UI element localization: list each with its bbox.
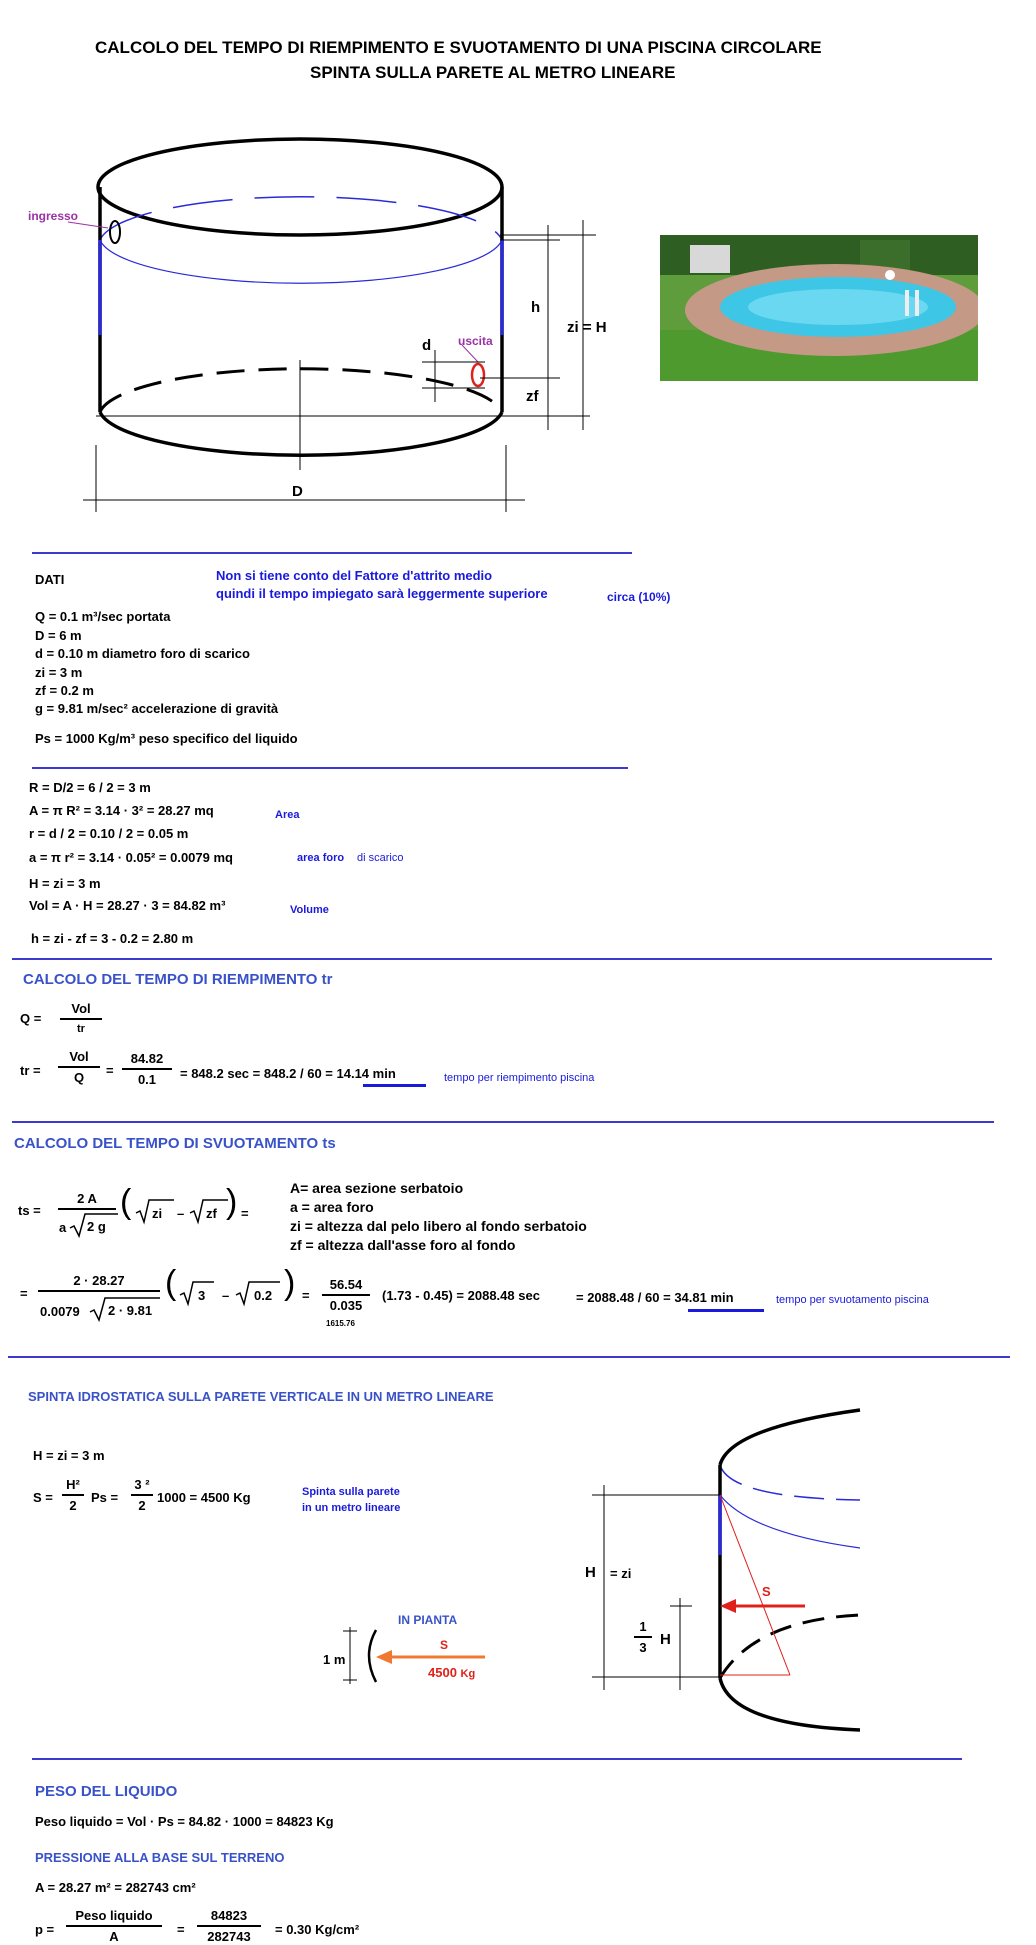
label-d: d	[422, 337, 432, 354]
label-h: h	[531, 299, 541, 316]
spinta-note-1: Spinta sulla parete	[302, 1486, 400, 1498]
plan-value-num: 4500	[428, 1665, 457, 1680]
paren-close: )	[226, 1183, 238, 1221]
denominator: 2	[69, 1498, 77, 1513]
ts-result	[576, 1290, 734, 1306]
divider	[12, 1121, 994, 1123]
dati-line: d = 0.10 m diametro foro di scarico	[35, 646, 250, 661]
calc-line: a = π r² = 3.14 · 0.05² = 0.0079 mq	[29, 850, 233, 865]
equals: =	[302, 1288, 310, 1303]
equals: =	[20, 1286, 28, 1301]
denominator: tr	[77, 1023, 85, 1035]
tr-eq: tr =	[20, 1063, 41, 1078]
numerator: 84.82	[130, 1051, 164, 1066]
spinta-h-eq: H = zi = 3 m	[33, 1448, 105, 1463]
label-D: D	[292, 483, 303, 500]
tr-result	[180, 1066, 396, 1082]
numerator: 3 ²	[134, 1477, 150, 1492]
denominator: 3	[639, 1640, 647, 1655]
numerator: 84823	[210, 1908, 248, 1923]
wall-eq-zi: = zi	[610, 1566, 632, 1581]
numerator: Vol	[71, 1001, 91, 1016]
dati-line: Ps = 1000 Kg/m³ peso specifico del liquido	[35, 731, 298, 746]
peso-heading: PESO DEL LIQUIDO	[35, 1783, 178, 1800]
underline	[688, 1309, 764, 1312]
ts-eq: ts =	[18, 1203, 41, 1218]
equals: =	[241, 1206, 249, 1221]
sqrt-02-text: 0.2	[254, 1288, 273, 1303]
spinta-tail: 1000 = 4500 Kg	[157, 1490, 251, 1505]
dati-note-3: circa (10%)	[607, 590, 671, 604]
calc-line: r = d / 2 = 0.10 / 2 = 0.05 m	[29, 826, 189, 841]
dati-note-2: quindi il tempo impiegato sarà leggermente superiore	[216, 586, 548, 601]
minus: –	[222, 1288, 230, 1303]
title-line-2: SPINTA SULLA PARETE AL METRO LINEARE	[310, 63, 676, 82]
paren-close: )	[284, 1264, 296, 1302]
calc-line: H = zi = 3 m	[29, 876, 101, 891]
svuotamento-heading: CALCOLO DEL TEMPO DI SVUOTAMENTO ts	[14, 1135, 336, 1152]
pressure-result: = 0.30 Kg/cm²	[275, 1922, 360, 1937]
numerator: 56.54	[329, 1277, 363, 1292]
denominator: 282743	[207, 1929, 251, 1944]
tr-result-value: 14.14 min	[336, 1066, 396, 1081]
label-volume: Volume	[290, 904, 329, 916]
sub-161576: 1615.76	[326, 1319, 355, 1328]
calc-line: R = D/2 = 6 / 2 = 3 m	[29, 780, 151, 795]
sqrt-3-text: 3	[198, 1288, 206, 1303]
dati-line: g = 9.81 m/sec² accelerazione di gravità	[35, 701, 279, 716]
numerator: H²	[66, 1477, 80, 1492]
fraction-3-2	[131, 1476, 153, 1514]
numerator: Peso liquido	[75, 1908, 153, 1923]
dati-line: zf = 0.2 m	[35, 683, 94, 698]
denominator: 0.035	[329, 1298, 363, 1313]
fraction-numeric	[38, 1272, 160, 1293]
fraction-2A	[58, 1190, 116, 1211]
tr-note: tempo per riempimento piscina	[444, 1072, 595, 1084]
ts-tail: (1.73 - 0.45) = 2088.48 sec	[382, 1288, 540, 1303]
sqrt-2981-text: 2 · 9.81	[108, 1303, 153, 1318]
label-zi-h: zi = H	[567, 319, 607, 336]
calc-line: Vol = A · H = 28.27 · 3 = 84.82 m³	[29, 898, 226, 913]
sqrt-2g-text: 2 g	[87, 1219, 106, 1234]
denominator: Q	[73, 1070, 85, 1085]
ts-result-value: 34.81 min	[674, 1290, 734, 1305]
equals: =	[177, 1922, 185, 1937]
label-area-foro: area foro	[297, 852, 345, 864]
wall-third-H: H	[660, 1631, 671, 1648]
fraction-peso-A	[66, 1907, 162, 1945]
tr-result-text: = 848.2 sec = 848.2 / 60 =	[180, 1066, 337, 1081]
p-eq: p =	[35, 1922, 55, 1937]
pressione-heading: PRESSIONE ALLA BASE SUL TERRENO	[35, 1850, 285, 1865]
den-a: a	[59, 1220, 67, 1235]
dati-line: Q = 0.1 m³/sec portata	[35, 609, 171, 624]
peso-line: Peso liquido = Vol · Ps = 84.82 · 1000 = 84823 Kg	[35, 1814, 334, 1829]
sqrt-zf-text: zf	[206, 1206, 217, 1221]
fraction-h2	[62, 1476, 84, 1514]
label-ingresso: ingresso	[28, 209, 79, 223]
legend-line: A= area sezione serbatoio	[290, 1180, 464, 1196]
numerator: 1	[639, 1619, 647, 1634]
dati-line: zi = 3 m	[35, 665, 83, 680]
underline	[363, 1084, 426, 1087]
spinta-note-2: in un metro lineare	[302, 1502, 401, 1514]
ts-result-text: = 2088.48 / 60 =	[576, 1290, 675, 1305]
plan-value-unit: Kg	[460, 1668, 476, 1680]
calc-line: A = π R² = 3.14 · 3² = 28.27 mq	[29, 803, 214, 818]
fraction-5654	[322, 1276, 370, 1314]
numerator: Vol	[69, 1049, 89, 1064]
fraction-one-third	[634, 1618, 652, 1656]
divider	[8, 1356, 1010, 1358]
denominator: A	[109, 1929, 119, 1944]
denominator: 0.1	[137, 1072, 157, 1087]
pool-photo	[660, 235, 978, 381]
divider	[32, 1758, 962, 1760]
fraction-vol-q	[58, 1048, 100, 1086]
sqrt-zi-text: zi	[152, 1206, 163, 1221]
legend-line: a = area foro	[290, 1199, 374, 1215]
calc-line: h = zi - zf = 3 - 0.2 = 2.80 m	[31, 931, 194, 946]
s-eq: S =	[33, 1490, 53, 1505]
legend-line: zf = altezza dall'asse foro al fondo	[290, 1237, 516, 1253]
label-di-scarico: di scarico	[357, 852, 404, 864]
divider	[32, 552, 632, 554]
wall-H: H	[585, 1564, 596, 1581]
wall-diagram	[580, 1380, 860, 1730]
dati-note-1: Non si tiene conto del Fattore d'attrito medio	[216, 568, 493, 583]
in-pianta-label: IN PIANTA	[398, 1613, 458, 1627]
label-zf: zf	[526, 388, 539, 405]
label-area: Area	[275, 809, 300, 821]
equals: =	[106, 1063, 114, 1078]
wall-S: S	[762, 1584, 771, 1599]
label-uscita: uscita	[458, 334, 493, 348]
denominator: 2	[138, 1498, 146, 1513]
plan-value	[428, 1665, 475, 1682]
paren-open: (	[120, 1183, 132, 1221]
den-0079: 0.0079	[40, 1304, 80, 1319]
plan-S: S	[440, 1638, 449, 1652]
spinta-heading: SPINTA IDROSTATICA SULLA PARETE VERTICALE IN UN METRO LINEARE	[28, 1389, 494, 1404]
dati-line: D = 6 m	[35, 628, 82, 643]
ps-eq: Ps =	[91, 1490, 119, 1505]
q-eq: Q =	[20, 1011, 42, 1026]
title-line-1: CALCOLO DEL TEMPO DI RIEMPIMENTO E SVUOTAMENTO DI UNA PISCINA CIRCOLARE	[95, 38, 822, 57]
ts-note: tempo per svuotamento piscina	[776, 1294, 929, 1306]
one-m-label: 1 m	[323, 1652, 346, 1667]
pressione-line: A = 28.27 m² = 282743 cm²	[35, 1880, 196, 1895]
riempimento-heading: CALCOLO DEL TEMPO DI RIEMPIMENTO tr	[23, 971, 333, 988]
minus: –	[177, 1206, 185, 1221]
paren-open: (	[165, 1264, 177, 1302]
fraction-values	[122, 1050, 172, 1088]
divider	[32, 767, 628, 769]
numerator: 2 · 28.27	[73, 1273, 125, 1288]
fraction-pressure	[197, 1907, 261, 1945]
fraction-vol-tr	[60, 1000, 102, 1038]
divider	[12, 958, 992, 960]
legend-line: zi = altezza dal pelo libero al fondo serbatoio	[290, 1218, 587, 1234]
numerator: 2 A	[77, 1191, 97, 1206]
dati-heading: DATI	[35, 572, 65, 587]
